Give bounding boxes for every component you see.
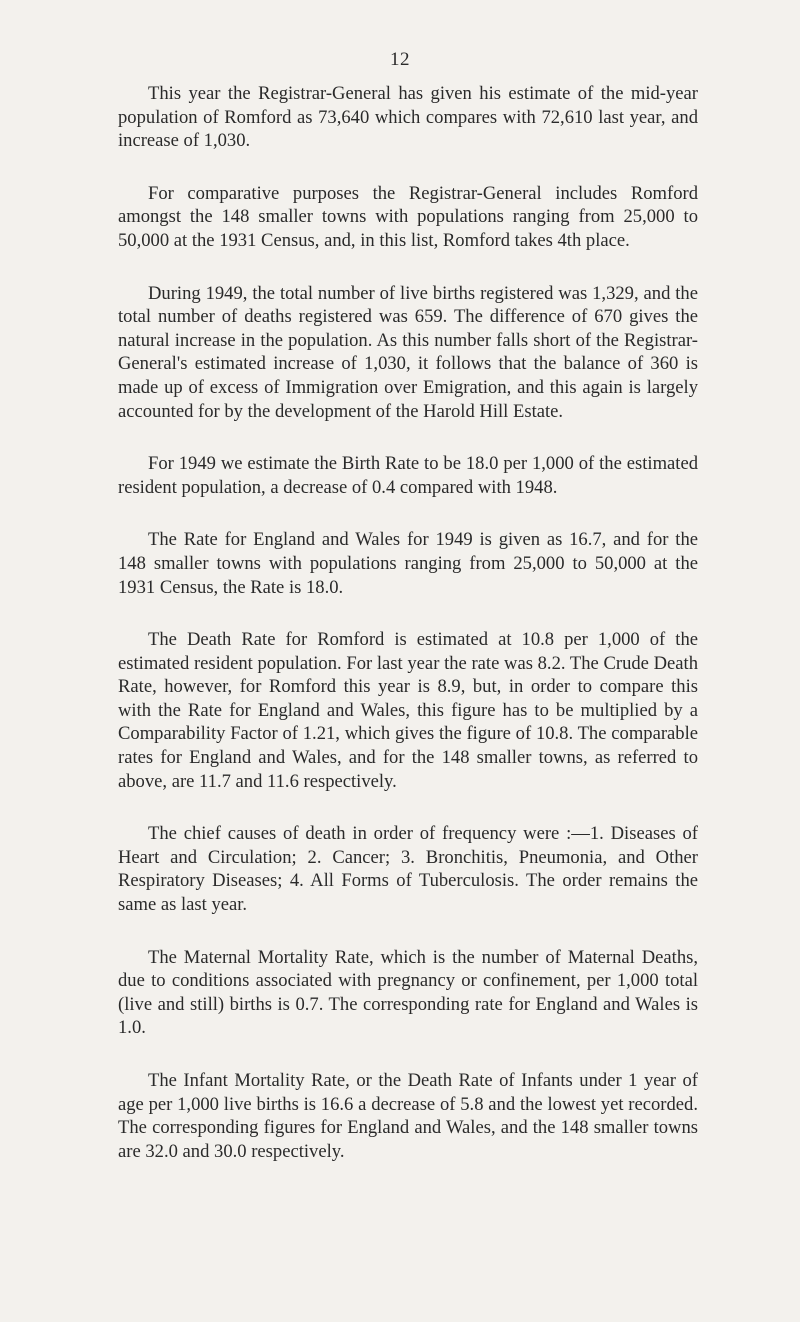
paragraph-death-rate: The Death Rate for Romford is estimated at 10.8 per 1,000 of the estimated resident population. For last year the rate was 8.2. The Crude Death Rate, however, for Romford this year is 8.9, but, in order to compare this with the Rate for England and Wales, this figure has to be multiplied by a Comparability Factor of 1.21, which gives the figure of 10.8. The comparable rates for England and Wales, and for the 148 smaller towns, as referred to above, are 11.7 and 11.6 respectively. <box>118 629 698 792</box>
paragraph-town-ranking: For comparative purposes the Registrar-General includes Romford amongst the 148 smaller towns with populations ranging from 25,000 to 50,000 at the 1931 Census, and, in this list, Romford takes 4th place. <box>118 182 698 251</box>
paragraph-birth-rate: For 1949 we estimate the Birth Rate to be 18.0 per 1,000 of the estimated resident population, a decrease of 0.4 compared with 1948. <box>118 453 698 498</box>
paragraph-infant-mortality: The Infant Mortality Rate, or the Death Rate of Infants under 1 year of age per 1,000 live births is 16.6 a decrease of 5.8 and the lowest yet recorded. The corresponding figures for England and Wales, and the 148 smaller towns are 32.0 and 30.0 respectively. <box>118 1070 698 1162</box>
body-text <box>118 82 698 1192</box>
paragraph-population-estimate: This year the Registrar-General has given his estimate of the mid-year population of Romford as 73,640 which compares with 72,610 last year, and increase of 1,030. <box>118 83 698 152</box>
page-number: 12 <box>390 49 410 70</box>
paragraph-comparative-birth-rate: The Rate for England and Wales for 1949 is given as 16.7, and for the 148 smaller towns with populations ranging from 25,000 to 50,000 at the 1931 Census, the Rate is 18.0. <box>118 529 698 598</box>
paragraph-maternal-mortality: The Maternal Mortality Rate, which is the number of Maternal Deaths, due to conditions associated with pregnancy or confinement, per 1,000 total (live and still) births is 0.7. The corresponding rate for England and Wales is 1.0. <box>118 946 698 1039</box>
paragraph-causes-of-death: The chief causes of death in order of frequency were :—1. Diseases of Heart and Circulation; 2. Cancer; 3. Bronchitis, Pneumonia, and Other Respiratory Diseases; 4. All Forms of Tuberculosis. The order remains the same as last year. <box>118 823 698 916</box>
paragraph-births-deaths: During 1949, the total number of live births registered was 1,329, and the total number of deaths registered was 659. The difference of 670 gives the natural increase in the population. As this number falls short of the Registrar-General's estimated increase of 1,030, it follows that the balance of 360 is made up of excess of Immigration over Emigration, and this again is largely accounted for by the development of the Harold Hill Estate. <box>118 282 698 422</box>
